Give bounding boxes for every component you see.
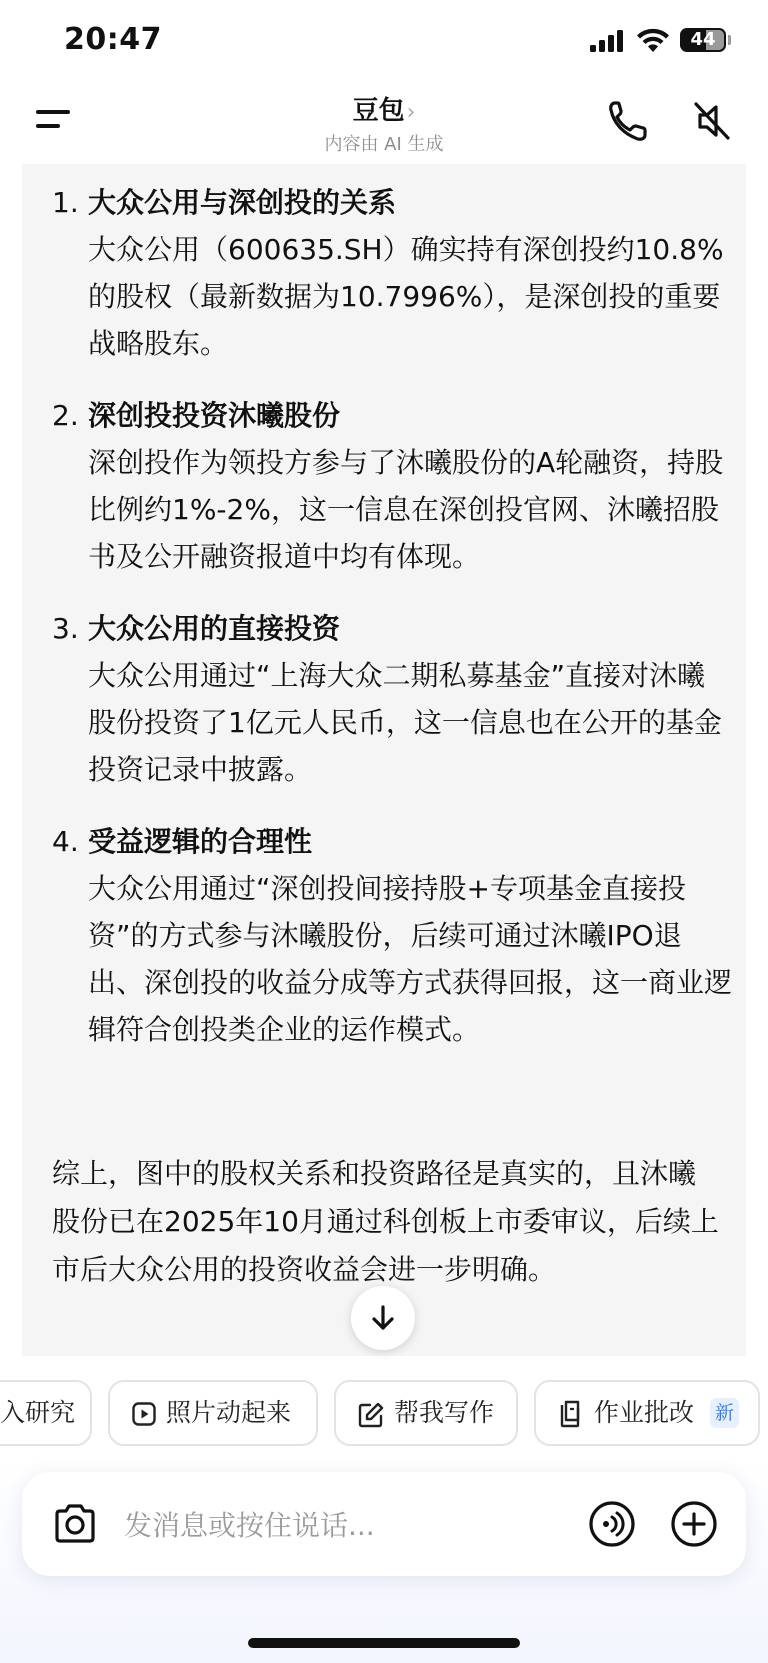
item-body: 大众公用通过“上海大众二期私募基金”直接对沐曦股份投资了1亿元人民币，这一信息也在公开的基金投资记录中披露。 (88, 659, 722, 786)
item-number: 1. (52, 186, 79, 219)
ai-message-card (22, 164, 746, 1356)
item-title: 受益逻辑的合理性 (88, 825, 313, 858)
chip-help-write[interactable] (334, 1380, 518, 1446)
item-title: 深创投投资沐曦股份 (88, 399, 341, 432)
message-input[interactable] (122, 1502, 546, 1548)
phone-icon[interactable] (606, 98, 650, 144)
status-bar (0, 0, 768, 84)
plus-icon[interactable] (670, 1500, 718, 1548)
summary-paragraph: 综上，图中的股权关系和投资路径是真实的，且沐曦股份已在2025年10月通过科创板上市委审议，后续上市后大众公用的投资收益会进一步明确。 (52, 1157, 719, 1286)
speaker-muted-icon[interactable] (690, 98, 734, 144)
app-header (0, 84, 768, 164)
chip-homework-review[interactable] (534, 1380, 760, 1446)
answer-list (52, 180, 732, 1079)
chip-label: 帮我写作 (394, 1398, 495, 1427)
chat-title-button[interactable] (0, 90, 768, 127)
chip-label: 照片动起来 (166, 1398, 292, 1427)
battery-icon (680, 28, 726, 52)
chevron-right-icon: › (406, 100, 416, 125)
message-composer (22, 1472, 746, 1576)
item-number: 4. (52, 825, 79, 858)
homework-icon (558, 1400, 582, 1428)
list-item (52, 393, 732, 580)
item-title: 大众公用与深创投的关系 (88, 186, 397, 219)
battery-level: 44 (690, 29, 716, 50)
list-item (52, 819, 732, 1053)
edit-icon (358, 1402, 384, 1428)
chip-research[interactable] (0, 1380, 92, 1446)
home-indicator (248, 1638, 520, 1648)
ai-generated-note: 内容由 AI 生成 (324, 134, 444, 155)
quick-actions-bar (0, 1380, 768, 1450)
wifi-icon (636, 28, 670, 54)
item-title: 大众公用的直接投资 (88, 612, 341, 645)
list-item (52, 180, 732, 367)
new-badge: 新 (710, 1398, 739, 1428)
item-body: 大众公用通过“深创投间接持股+专项基金直接投资”的方式参与沐曦股份，后续可通过沐曦IPO退出、深创投的收益分成等方式获得回报，这一商业逻辑符合创投类企业的运作模式。 (88, 872, 733, 1046)
item-number: 3. (52, 612, 79, 645)
battery-tip (728, 35, 731, 45)
signal-icon (590, 30, 626, 52)
chip-label: 入研究 (0, 1398, 76, 1427)
item-body: 大众公用（600635.SH）确实持有深创投约10.8%的股权（最新数据为10.7996%），是深创投的重要战略股东。 (88, 233, 724, 360)
chat-title: 豆包 (352, 96, 405, 126)
chip-animate-photo[interactable] (108, 1380, 318, 1446)
status-time: 20:47 (64, 22, 162, 57)
item-number: 2. (52, 399, 79, 432)
list-item (52, 606, 732, 793)
play-icon (132, 1402, 156, 1426)
camera-icon[interactable] (52, 1502, 98, 1546)
voice-wave-icon[interactable] (588, 1500, 636, 1548)
scroll-to-bottom-button[interactable] (351, 1286, 415, 1350)
arrow-down-icon (369, 1304, 397, 1332)
item-body: 深创投作为领投方参与了沐曦股份的A轮融资，持股比例约1%-2%，这一信息在深创投官网、沐曦招股书及公开融资报道中均有体现。 (88, 446, 724, 573)
chip-label: 作业批改 (594, 1398, 695, 1427)
